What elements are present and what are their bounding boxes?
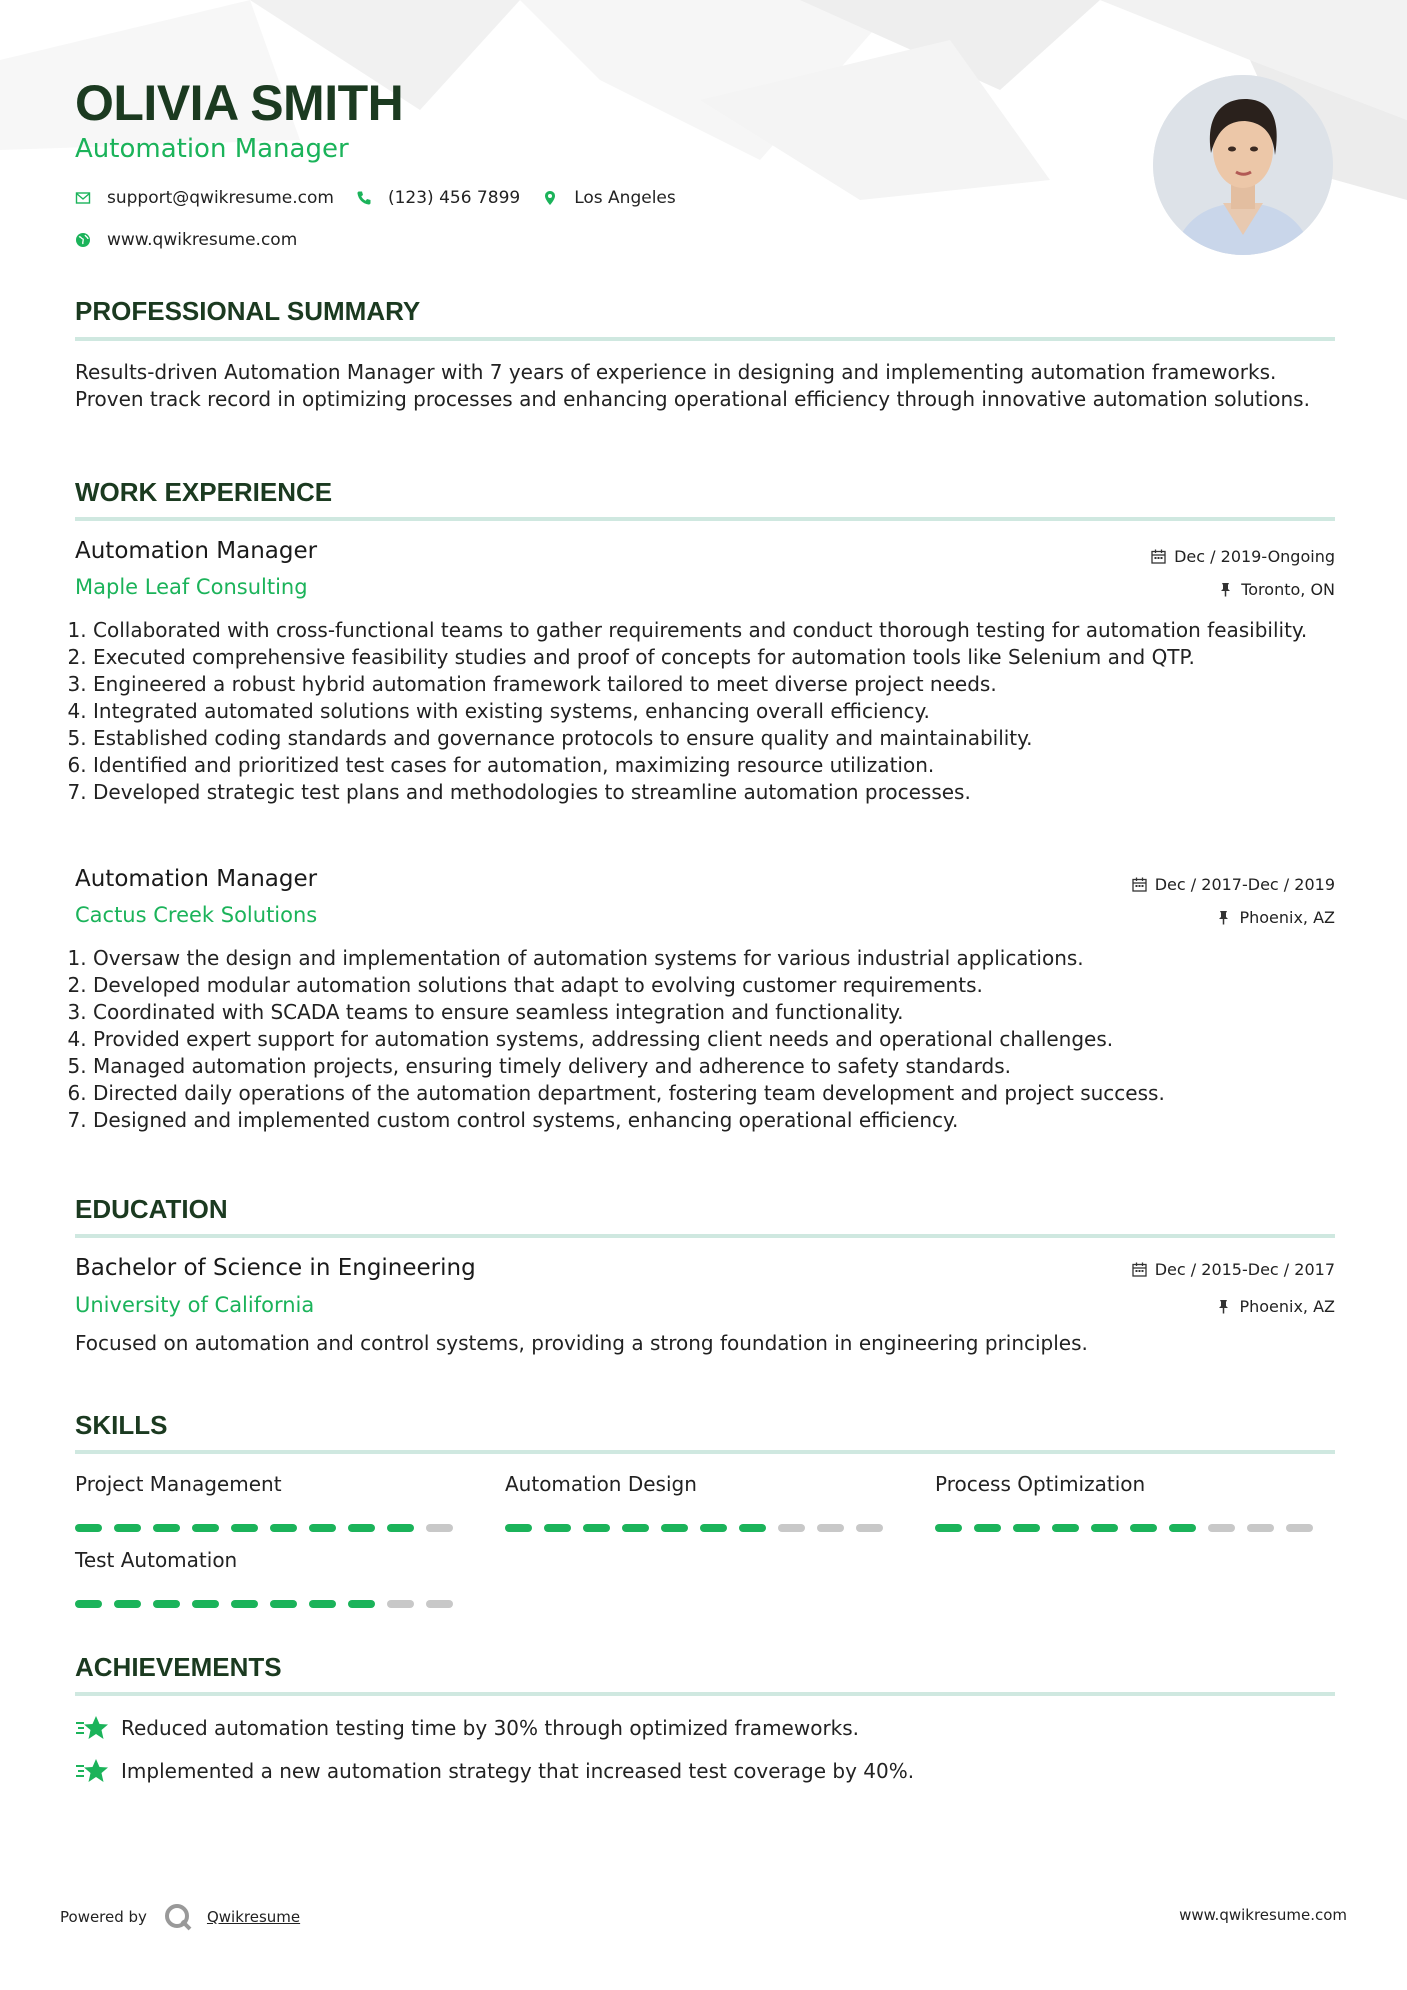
- skill-level-dot: [1091, 1524, 1118, 1532]
- skill-item: [935, 1472, 1335, 1496]
- skill-level-dot: [739, 1524, 766, 1532]
- skill-level-dot: [856, 1524, 883, 1532]
- achievements-divider: [75, 1692, 1335, 1696]
- education-location-text: Phoenix, AZ: [1239, 1297, 1335, 1316]
- skill-level-dot: [505, 1524, 532, 1532]
- job-location: [1216, 908, 1335, 927]
- skill-level-dot: [192, 1524, 219, 1532]
- footer-website[interactable]: www.qwikresume.com: [1179, 1906, 1347, 1924]
- job-location-text: Phoenix, AZ: [1239, 908, 1335, 927]
- skill-level-dot: [661, 1524, 688, 1532]
- footer-powered-by: [60, 1902, 300, 1932]
- skill-level-dot: [1208, 1524, 1235, 1532]
- skill-level-meter: [75, 1600, 453, 1608]
- education-description: Focused on automation and control systems, providing a strong foundation in engineering principles.: [75, 1331, 1088, 1355]
- skill-level-dot: [426, 1524, 453, 1532]
- list-item: 3. Engineered a robust hybrid automation framework tailored to meet diverse project needs.: [93, 671, 1335, 698]
- calendar-icon: [1132, 1262, 1147, 1277]
- skill-level-dot: [231, 1524, 258, 1532]
- skill-level-dot: [348, 1600, 375, 1608]
- contact-website[interactable]: [75, 230, 297, 250]
- skill-level-dot: [114, 1600, 141, 1608]
- skill-level-dot: [387, 1600, 414, 1608]
- pushpin-icon: [1216, 1299, 1231, 1314]
- achievements-heading: ACHIEVEMENTS: [75, 1652, 282, 1682]
- list-item: 7. Developed strategic test plans and methodologies to streamline automation processes.: [93, 779, 1335, 806]
- skill-level-dot: [700, 1524, 727, 1532]
- envelope-icon: [75, 190, 91, 206]
- skill-name: Test Automation: [75, 1548, 238, 1572]
- star-badge-icon: [75, 1714, 109, 1742]
- skill-level-dot: [1130, 1524, 1157, 1532]
- skill-name: Process Optimization: [935, 1472, 1146, 1496]
- skill-level-dot: [1169, 1524, 1196, 1532]
- job-location-text: Toronto, ON: [1241, 580, 1335, 599]
- summary-text: Results-driven Automation Manager with 7 years of experience in designing and implementing automation frameworks. Proven track record in optimizing processes and enhancing operational efficiency through innovative automation solutions.: [75, 360, 1310, 411]
- skill-level-dot: [231, 1600, 258, 1608]
- skill-item: [75, 1472, 475, 1496]
- skills-heading: SKILLS: [75, 1410, 168, 1440]
- skill-level-dot: [817, 1524, 844, 1532]
- contact-row-secondary: [75, 230, 319, 250]
- brand-link[interactable]: Qwikresume: [206, 1908, 301, 1926]
- skill-level-meter: [505, 1524, 883, 1532]
- skill-level-dot: [114, 1524, 141, 1532]
- location-text: Los Angeles: [574, 188, 676, 208]
- skill-level-dot: [348, 1524, 375, 1532]
- skill-level-dot: [153, 1600, 180, 1608]
- star-badge-icon: [75, 1757, 109, 1785]
- skill-level-dot: [309, 1600, 336, 1608]
- contact-email[interactable]: [75, 188, 334, 208]
- skill-level-dot: [974, 1524, 1001, 1532]
- list-item: 2. Executed comprehensive feasibility studies and proof of concepts for automation tools like Selenium and QTP.: [93, 644, 1335, 671]
- skill-level-dot: [622, 1524, 649, 1532]
- skill-level-dot: [1013, 1524, 1040, 1532]
- list-item: 4. Integrated automated solutions with existing systems, enhancing overall efficiency.: [93, 698, 1335, 725]
- skill-level-dot: [75, 1600, 102, 1608]
- list-item: 6. Directed daily operations of the automation department, fostering team development and project success.: [93, 1080, 1335, 1107]
- skill-level-dot: [153, 1524, 180, 1532]
- education-heading: EDUCATION: [75, 1194, 228, 1224]
- skill-level-dot: [270, 1524, 297, 1532]
- skill-item: [75, 1548, 475, 1572]
- pushpin-icon: [1218, 582, 1233, 597]
- skill-level-meter: [935, 1524, 1313, 1532]
- list-item: 5. Managed automation projects, ensuring timely delivery and adherence to safety standards.: [93, 1053, 1335, 1080]
- skill-level-dot: [935, 1524, 962, 1532]
- list-item: 1. Oversaw the design and implementation of automation systems for various industrial applications.: [93, 945, 1335, 972]
- list-item: 2. Developed modular automation solutions that adapt to evolving customer requirements.: [93, 972, 1335, 999]
- powered-by-label: Powered by: [60, 1908, 147, 1926]
- list-item: 5. Established coding standards and governance protocols to ensure quality and maintainability.: [93, 725, 1335, 752]
- contact-phone[interactable]: [356, 188, 520, 208]
- skill-level-dot: [1052, 1524, 1079, 1532]
- skill-level-dot: [75, 1524, 102, 1532]
- globe-icon: [75, 232, 91, 248]
- education-divider: [75, 1234, 1335, 1238]
- company-name: Cactus Creek Solutions: [75, 903, 318, 927]
- degree-title: Bachelor of Science in Engineering: [75, 1255, 476, 1281]
- phone-icon: [356, 190, 372, 206]
- summary-divider: [75, 337, 1335, 341]
- calendar-icon: [1151, 549, 1166, 564]
- achievement-text: Implemented a new automation strategy that increased test coverage by 40%.: [121, 1759, 915, 1783]
- contact-location: [542, 188, 676, 208]
- skill-name: Project Management: [75, 1472, 282, 1496]
- job-bullets: [75, 617, 1335, 806]
- list-item: 6. Identified and prioritized test cases for automation, maximizing resource utilization.: [93, 752, 1335, 779]
- education-dates: [1132, 1260, 1335, 1279]
- skill-level-meter: [75, 1524, 453, 1532]
- website-text: www.qwikresume.com: [107, 230, 298, 250]
- skill-level-dot: [544, 1524, 571, 1532]
- achievement-item: [75, 1757, 914, 1785]
- skill-level-dot: [192, 1600, 219, 1608]
- job-bullets: [75, 945, 1335, 1134]
- education-location: [1216, 1297, 1335, 1316]
- education-dates-text: Dec / 2015-Dec / 2017: [1154, 1260, 1335, 1279]
- experience-heading: WORK EXPERIENCE: [75, 477, 333, 507]
- experience-divider: [75, 517, 1335, 521]
- skill-level-dot: [270, 1600, 297, 1608]
- list-item: 4. Provided expert support for automation systems, addressing client needs and operational challenges.: [93, 1026, 1335, 1053]
- list-item: 7. Designed and implemented custom control systems, enhancing operational efficiency.: [93, 1107, 1335, 1134]
- calendar-icon: [1132, 877, 1147, 892]
- pushpin-icon: [1216, 910, 1231, 925]
- candidate-role: Automation Manager: [75, 134, 349, 164]
- candidate-name: OLIVIA SMITH: [75, 75, 404, 131]
- school-name: University of California: [75, 1293, 315, 1317]
- job-dates: [1151, 547, 1335, 566]
- skill-level-dot: [778, 1524, 805, 1532]
- skill-level-dot: [583, 1524, 610, 1532]
- achievement-item: [75, 1714, 859, 1742]
- list-item: 3. Coordinated with SCADA teams to ensure seamless integration and functionality.: [93, 999, 1335, 1026]
- profile-photo: [1153, 75, 1333, 255]
- summary-heading: PROFESSIONAL SUMMARY: [75, 296, 421, 326]
- company-name: Maple Leaf Consulting: [75, 575, 308, 599]
- skill-level-dot: [426, 1600, 453, 1608]
- job-dates: [1132, 875, 1335, 894]
- skill-item: [505, 1472, 905, 1496]
- email-text: support@qwikresume.com: [107, 188, 334, 208]
- job-dates-text: Dec / 2019-Ongoing: [1174, 547, 1335, 566]
- contact-row-primary: [75, 188, 698, 208]
- skill-level-dot: [309, 1524, 336, 1532]
- skill-level-dot: [1286, 1524, 1313, 1532]
- qwikresume-logo-icon: [163, 1902, 193, 1932]
- achievement-text: Reduced automation testing time by 30% through optimized frameworks.: [121, 1716, 860, 1740]
- list-item: 1. Collaborated with cross-functional teams to gather requirements and conduct thorough testing for automation feasibility.: [93, 617, 1335, 644]
- job-dates-text: Dec / 2017-Dec / 2019: [1154, 875, 1335, 894]
- phone-text: (123) 456 7899: [387, 188, 521, 208]
- job-title: Automation Manager: [75, 538, 318, 564]
- map-pin-icon: [542, 190, 558, 206]
- skill-level-dot: [1247, 1524, 1274, 1532]
- job-location: [1218, 580, 1335, 599]
- skill-name: Automation Design: [505, 1472, 697, 1496]
- skill-level-dot: [387, 1524, 414, 1532]
- skills-divider: [75, 1450, 1335, 1454]
- job-title: Automation Manager: [75, 866, 318, 892]
